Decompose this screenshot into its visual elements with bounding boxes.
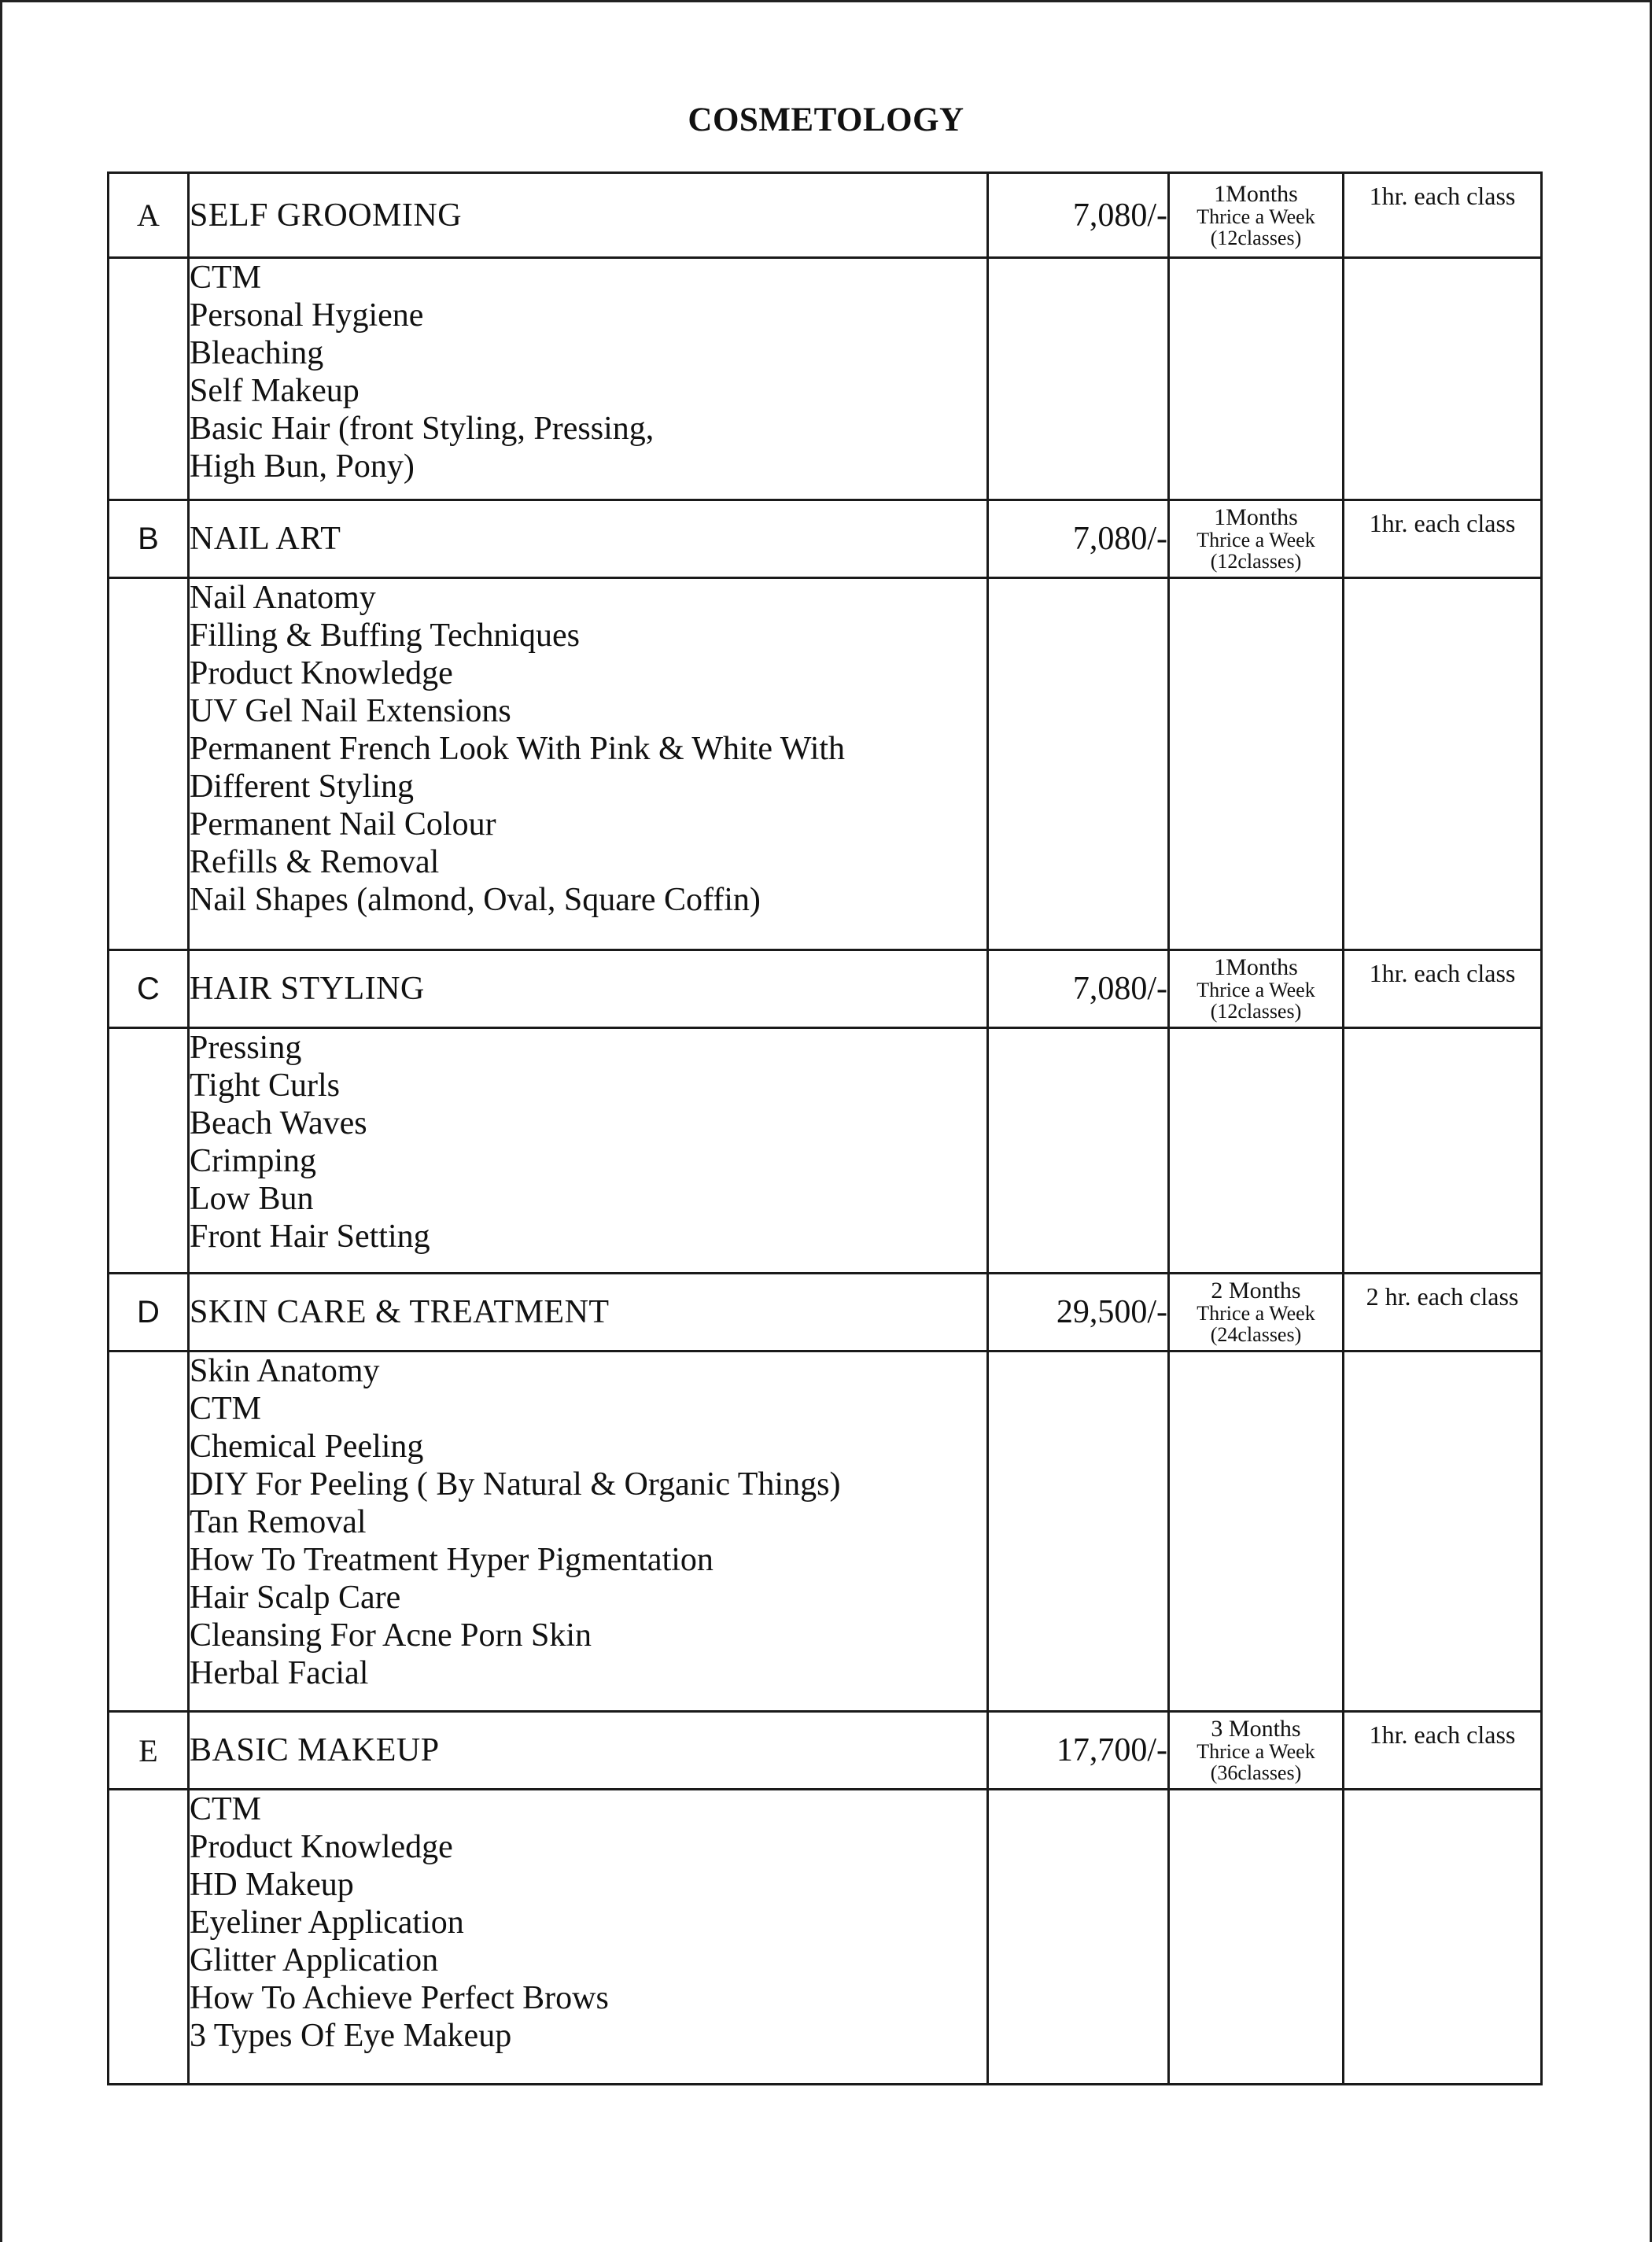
topic-item: High Bun, Pony)	[190, 448, 415, 485]
topic-item: Nail Shapes (almond, Oval, Square Coffin)	[190, 882, 761, 918]
course-row-hair-styling	[109, 950, 1542, 1028]
topic-item: Chemical Peeling	[190, 1429, 424, 1465]
duration-classes: (12classes)	[1210, 226, 1302, 249]
duration-classes: (24classes)	[1210, 1323, 1302, 1346]
class-timing: 1hr. each class	[1344, 173, 1542, 258]
topic-item: Filling & Buffing Techniques	[190, 618, 581, 654]
topic-item: Refills & Removal	[190, 844, 440, 880]
topic-item: Basic Hair (front Styling, Pressing,	[190, 411, 655, 447]
course-duration	[1169, 500, 1344, 578]
duration-frequency: Thrice a Week	[1197, 205, 1315, 228]
course-letter: B	[109, 500, 189, 578]
duration-frequency: Thrice a Week	[1197, 529, 1315, 551]
course-name: HAIR STYLING	[189, 950, 988, 1028]
topic-item: Personal Hygiene	[190, 297, 424, 334]
course-name: SELF GROOMING	[189, 173, 988, 258]
duration-months: 1Months	[1214, 954, 1298, 980]
topic-item: Self Makeup	[190, 373, 360, 409]
course-table	[107, 171, 1543, 2085]
topic-list	[189, 578, 988, 950]
course-name: SKIN CARE & TREATMENT	[189, 1274, 988, 1351]
class-timing: 1hr. each class	[1344, 500, 1542, 578]
topics-row-hair-styling	[109, 1028, 1542, 1274]
class-timing: 2 hr. each class	[1344, 1274, 1542, 1351]
topic-item: Different Styling	[190, 769, 415, 805]
duration-classes: (36classes)	[1210, 1761, 1302, 1784]
duration-months: 1Months	[1214, 180, 1298, 207]
course-row-nail-art	[109, 500, 1542, 578]
duration-classes: (12classes)	[1210, 550, 1302, 573]
course-letter: A	[109, 173, 189, 258]
topic-item: Permanent French Look With Pink & White With	[190, 731, 846, 767]
course-name: NAIL ART	[189, 500, 988, 578]
course-fee: 7,080/-	[988, 173, 1169, 258]
topic-item: CTM	[190, 1791, 262, 1827]
topics-row-basic-makeup	[109, 1790, 1542, 2085]
topic-item: Bleaching	[190, 335, 324, 371]
topic-item: Product Knowledge	[190, 1829, 453, 1865]
topic-item: Tan Removal	[190, 1504, 367, 1540]
duration-frequency: Thrice a Week	[1197, 979, 1315, 1001]
topic-item: Pressing	[190, 1030, 302, 1066]
topic-item: Low Bun	[190, 1181, 314, 1217]
course-fee: 7,080/-	[988, 950, 1169, 1028]
topic-item: Front Hair Setting	[190, 1219, 430, 1255]
topic-item: HD Makeup	[190, 1867, 354, 1903]
duration-classes: (12classes)	[1210, 1000, 1302, 1023]
topics-row-nail-art	[109, 578, 1542, 950]
class-timing: 1hr. each class	[1344, 950, 1542, 1028]
topic-item: Herbal Facial	[190, 1655, 369, 1691]
course-duration	[1169, 1274, 1344, 1351]
topics-row-self-grooming	[109, 258, 1542, 500]
course-letter: D	[109, 1274, 189, 1351]
topic-item: Beach Waves	[190, 1105, 367, 1141]
course-duration	[1169, 1712, 1344, 1790]
duration-months: 2 Months	[1211, 1278, 1301, 1304]
course-duration	[1169, 950, 1344, 1028]
topic-item: Product Knowledge	[190, 655, 453, 691]
topic-item: Nail Anatomy	[190, 580, 376, 616]
topic-list	[189, 1790, 988, 2085]
topic-item: 3 Types Of Eye Makeup	[190, 2018, 512, 2054]
topic-item: Glitter Application	[190, 1942, 439, 1978]
course-fee: 17,700/-	[988, 1712, 1169, 1790]
duration-months: 3 Months	[1211, 1716, 1301, 1742]
topic-item: Tight Curls	[190, 1068, 341, 1104]
class-timing: 1hr. each class	[1344, 1712, 1542, 1790]
topic-item: How To Achieve Perfect Brows	[190, 1980, 609, 2016]
topic-list	[189, 258, 988, 500]
topic-item: Cleansing For Acne Porn Skin	[190, 1617, 592, 1654]
topic-item: Hair Scalp Care	[190, 1580, 401, 1616]
topic-item: DIY For Peeling ( By Natural & Organic Things)	[190, 1466, 841, 1503]
topic-item: Crimping	[190, 1143, 317, 1179]
duration-frequency: Thrice a Week	[1197, 1302, 1315, 1325]
topic-item: Skin Anatomy	[190, 1353, 380, 1389]
topic-list	[189, 1351, 988, 1712]
course-duration	[1169, 173, 1344, 258]
course-letter: E	[109, 1712, 189, 1790]
duration-frequency: Thrice a Week	[1197, 1740, 1315, 1763]
topic-list	[189, 1028, 988, 1274]
course-name: BASIC MAKEUP	[189, 1712, 988, 1790]
topic-item: Eyeliner Application	[190, 1905, 464, 1941]
course-letter: C	[109, 950, 189, 1028]
duration-months: 1Months	[1214, 504, 1298, 530]
course-row-self-grooming	[109, 173, 1542, 258]
course-fee: 7,080/-	[988, 500, 1169, 578]
course-row-basic-makeup	[109, 1712, 1542, 1790]
course-fee: 29,500/-	[988, 1274, 1169, 1351]
topics-row-skin-care	[109, 1351, 1542, 1712]
page-title: COSMETOLOGY	[688, 101, 964, 138]
topic-item: CTM	[190, 260, 262, 296]
topic-item: UV Gel Nail Extensions	[190, 693, 511, 729]
topic-item: How To Treatment Hyper Pigmentation	[190, 1542, 714, 1578]
topic-item: CTM	[190, 1391, 262, 1427]
course-row-skin-care	[109, 1274, 1542, 1351]
topic-item: Permanent Nail Colour	[190, 806, 496, 843]
